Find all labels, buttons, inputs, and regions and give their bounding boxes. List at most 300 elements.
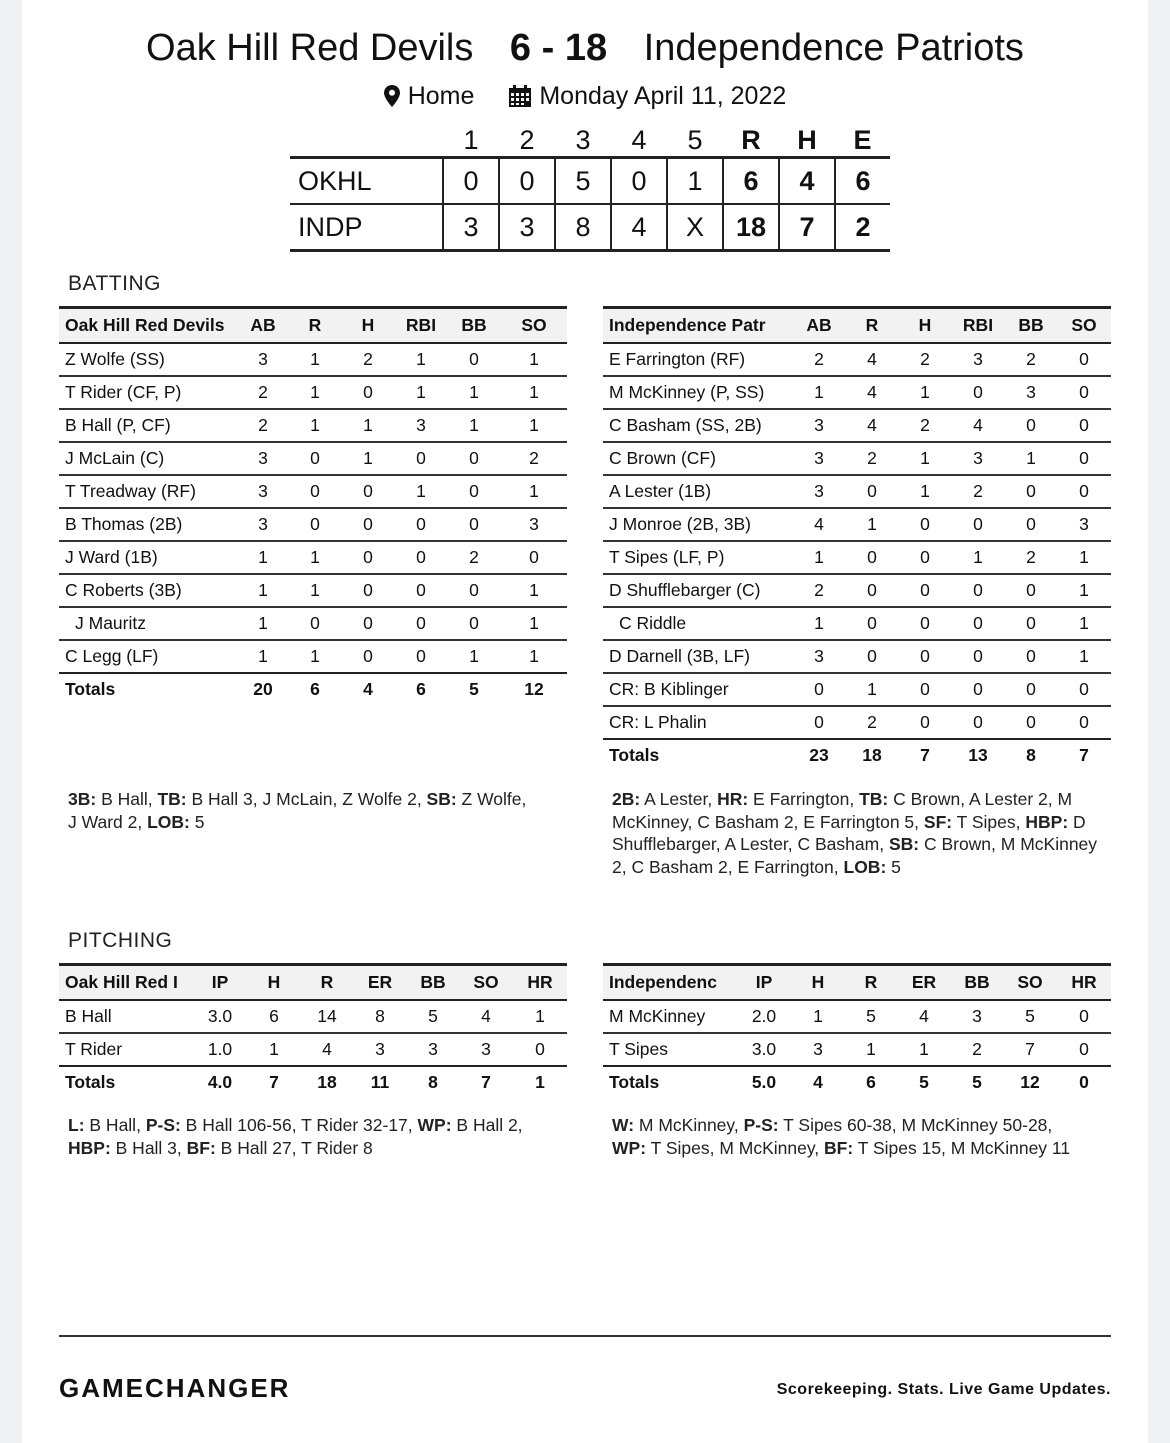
note-stat-key: 2B: <box>612 789 641 809</box>
note-stat-value: C Brown, M McKinney 2, C Basham 2, E Farrington, <box>612 834 1098 877</box>
note-stat-key: BF: <box>824 1137 854 1158</box>
stat-cell: 3 <box>237 508 289 541</box>
totals-cell: 1 <box>513 1066 567 1097</box>
totals-cell: 5 <box>897 1066 951 1097</box>
stat-cell: 1 <box>513 1000 567 1033</box>
stat-cell: 0 <box>951 376 1005 409</box>
player-name: Z Wolfe (SS) <box>59 343 237 376</box>
stat-cell: 3 <box>951 343 1005 376</box>
stat-column-header: H <box>247 965 301 1001</box>
inning-score: X <box>667 204 723 251</box>
final-score: 6 - 18 <box>509 27 608 69</box>
stat-cell: 2 <box>447 541 501 574</box>
stat-cell: 0 <box>535 1039 545 1059</box>
errors-total: 6 <box>835 158 890 205</box>
stat-cell: 1 <box>310 646 320 666</box>
note-stat-value: E Farrington, <box>748 789 860 809</box>
player-name: C Brown (CF) <box>603 442 793 475</box>
stat-cell: 4 <box>793 508 845 541</box>
stat-cell: 1 <box>289 376 341 409</box>
stat-cell: 1 <box>501 574 567 607</box>
stat-cell: 0 <box>447 607 501 640</box>
note-stat-value: B Hall 106-56, T Rider 32-17, <box>180 1115 418 1135</box>
team-column-header: Independenc <box>603 965 737 1001</box>
stat-cell: 0 <box>395 442 447 475</box>
footer-divider <box>59 1335 1111 1337</box>
stat-column-header: SO <box>1057 308 1111 344</box>
stat-column-header: R <box>289 308 341 344</box>
footer-tagline: Scorekeeping. Stats. Live Game Updates. <box>776 1381 1111 1398</box>
player-row <box>603 343 1111 376</box>
stat-cell: 0 <box>363 646 373 666</box>
stat-cell: 5 <box>1003 1000 1057 1033</box>
stat-column-header: SO <box>501 308 567 344</box>
stat-column-header: BB <box>1005 308 1057 344</box>
stat-cell: 0 <box>395 574 447 607</box>
stat-column-header: ER <box>353 965 407 1001</box>
linescore-row <box>290 204 890 251</box>
note-stat-key: SB: <box>426 789 457 809</box>
stat-cell: 3 <box>793 442 845 475</box>
stat-cell: 0 <box>899 574 951 607</box>
runs-total: 18 <box>723 204 779 251</box>
stat-cell: 1 <box>899 376 951 409</box>
stat-cell: 1 <box>447 409 501 442</box>
totals-cell: 23 <box>793 739 845 770</box>
stat-cell: 0 <box>1057 409 1111 442</box>
totals-cell: 0 <box>1057 1066 1111 1097</box>
stat-cell: 0 <box>899 640 951 673</box>
stat-cell: 0 <box>289 475 341 508</box>
totals-cell: 18 <box>301 1066 353 1097</box>
totals-cell: 4 <box>791 1066 845 1097</box>
away-batting-notes <box>612 788 1112 878</box>
stat-cell: 0 <box>973 712 983 732</box>
runs-total: 6 <box>723 158 779 205</box>
stat-column-header: R <box>845 308 899 344</box>
note-stat-value: B Hall, <box>96 789 158 809</box>
player-row <box>603 607 1111 640</box>
stat-cell: 3 <box>951 1000 1003 1033</box>
inning-score: 1 <box>667 158 723 205</box>
map-pin-icon <box>384 85 400 107</box>
totals-cell: 5.0 <box>737 1066 791 1097</box>
stat-cell: 8 <box>353 1000 407 1033</box>
player-name: C Roberts (3B) <box>59 574 237 607</box>
stat-cell: 1 <box>469 646 479 666</box>
stat-cell: 0 <box>289 607 341 640</box>
inning-header: 4 <box>631 124 647 155</box>
stat-cell: 4 <box>951 409 1005 442</box>
totals-cell: 6 <box>845 1066 897 1097</box>
inning-score: 0 <box>499 158 555 205</box>
stat-cell: 1 <box>289 343 341 376</box>
stat-cell: 0 <box>899 541 951 574</box>
totals-cell: 12 <box>501 673 567 704</box>
note-stat-value: T Sipes 60-38, M McKinney 50-28, <box>778 1115 1053 1135</box>
totals-row <box>603 1066 1111 1097</box>
player-name: T Treadway (RF) <box>59 475 237 508</box>
note-stat-value: T Sipes, <box>952 811 1026 832</box>
totals-cell: 20 <box>237 673 289 704</box>
pitching-section-label: PITCHING <box>68 929 173 952</box>
stat-cell: 0 <box>899 607 951 640</box>
stat-cell: 0 <box>1057 442 1111 475</box>
home-pitching-table <box>59 963 567 1097</box>
stat-cell: 1 <box>501 475 567 508</box>
stat-cell: 3 <box>395 409 447 442</box>
stat-cell: 1 <box>501 343 567 376</box>
stat-cell: 1 <box>951 541 1005 574</box>
player-name: CR: L Phalin <box>609 712 707 732</box>
stat-cell: 3 <box>237 475 289 508</box>
note-stat-value: T Sipes, M McKinney, <box>646 1137 825 1158</box>
player-name: T Rider <box>65 1039 123 1059</box>
stat-column-header: R <box>845 965 897 1001</box>
stat-cell: 0 <box>845 607 899 640</box>
stat-cell: 1 <box>791 1000 845 1033</box>
inning-score: 0 <box>611 158 667 205</box>
stat-cell: 0 <box>845 574 899 607</box>
home-batting-notes <box>68 788 538 833</box>
stat-cell: 0 <box>899 673 951 706</box>
note-stat-key: P-S: <box>743 1115 779 1135</box>
stat-cell: 3 <box>1005 376 1057 409</box>
stat-cell: 1 <box>289 541 341 574</box>
note-stat-key: SF: <box>923 811 953 832</box>
stat-cell: 0 <box>395 607 447 640</box>
player-name: B Thomas (2B) <box>59 508 237 541</box>
team-column-header: Oak Hill Red I <box>59 965 193 1001</box>
note-stat-value: B Hall 27, T Rider 8 <box>215 1137 373 1158</box>
stat-column-header: AB <box>793 308 845 344</box>
stat-cell: 5 <box>845 1000 897 1033</box>
stat-column-header: RBI <box>395 308 447 344</box>
stat-cell: 2 <box>899 409 951 442</box>
stat-cell: 0 <box>951 508 1005 541</box>
stat-cell: 0 <box>416 646 426 666</box>
stat-cell: 0 <box>1026 712 1036 732</box>
stat-cell: 3 <box>428 1039 438 1059</box>
stat-cell: 1 <box>866 1039 876 1059</box>
player-row <box>59 343 567 376</box>
stat-cell: 0 <box>341 508 395 541</box>
note-stat-value: 5 <box>189 811 205 832</box>
stat-cell: 2 <box>1005 541 1057 574</box>
hits-header: H <box>797 124 817 155</box>
note-stat-value: B Hall 3, J McLain, Z Wolfe 2, <box>186 789 427 809</box>
stat-cell: 1 <box>793 541 845 574</box>
stat-cell: 0 <box>1057 475 1111 508</box>
totals-cell: 4.0 <box>193 1066 247 1097</box>
player-row <box>603 442 1111 475</box>
inning-score: 3 <box>443 204 499 251</box>
player-name: M McKinney <box>603 1000 737 1033</box>
player-row <box>603 1033 1111 1066</box>
totals-label: Totals <box>603 1066 737 1097</box>
stat-cell: 0 <box>951 673 1005 706</box>
stat-cell: 0 <box>289 508 341 541</box>
stat-cell: 0 <box>395 541 447 574</box>
stat-cell: 1 <box>341 442 395 475</box>
player-row <box>59 541 567 574</box>
stat-column-header: BB <box>407 965 459 1001</box>
stat-cell: 1 <box>793 376 845 409</box>
note-stat-key: WP: <box>612 1137 647 1158</box>
stat-cell: 3.0 <box>193 1000 247 1033</box>
stat-cell: 1.0 <box>207 1039 233 1059</box>
player-row <box>59 376 567 409</box>
player-row <box>59 607 567 640</box>
player-name: M McKinney (P, SS) <box>603 376 793 409</box>
totals-row <box>59 1066 567 1097</box>
note-stat-value: D Shufflebarger, A Lester, C Basham, <box>612 811 1086 854</box>
inning-header: 2 <box>519 124 535 155</box>
stat-cell: 2 <box>501 442 567 475</box>
inning-score: 4 <box>611 204 667 251</box>
home-team-name: Oak Hill Red Devils <box>146 27 474 69</box>
stat-cell: 1 <box>1057 640 1111 673</box>
player-row <box>59 475 567 508</box>
note-stat-key: HBP: <box>1025 811 1069 832</box>
stat-cell: 2 <box>899 343 951 376</box>
player-row <box>603 706 1111 739</box>
note-stat-key: HR: <box>717 789 749 809</box>
totals-cell: 7 <box>899 739 951 770</box>
note-stat-value: Z Wolfe, J Ward 2, <box>68 789 527 832</box>
stat-cell: 2 <box>845 442 899 475</box>
note-stat-value: B Hall, <box>84 1115 146 1135</box>
player-row <box>603 409 1111 442</box>
stat-cell: 1 <box>501 409 567 442</box>
stat-cell: 0 <box>341 475 395 508</box>
stat-cell: 3 <box>237 343 289 376</box>
player-row <box>603 640 1111 673</box>
stat-cell: 0 <box>845 475 899 508</box>
stat-cell: 1 <box>258 646 268 666</box>
note-stat-value: C Brown, A Lester 2, M McKinney, C Basham 2, E Farrington 5, <box>612 789 1073 832</box>
stat-cell: 0 <box>845 640 899 673</box>
stat-column-header: HR <box>1057 965 1111 1001</box>
player-name: A Lester (1B) <box>603 475 793 508</box>
note-stat-key: P-S: <box>145 1115 181 1135</box>
away-pitching-table <box>603 963 1111 1097</box>
player-name: J Ward (1B) <box>59 541 237 574</box>
player-row <box>603 673 1111 706</box>
stat-cell: 0 <box>289 442 341 475</box>
inning-header: 1 <box>463 124 479 155</box>
player-name: C Riddle <box>603 607 793 640</box>
stat-column-header: BB <box>951 965 1003 1001</box>
totals-cell: 6 <box>395 673 447 704</box>
player-name: D Darnell (3B, LF) <box>603 640 793 673</box>
player-name: C Basham (SS, 2B) <box>603 409 793 442</box>
player-row <box>59 442 567 475</box>
stat-cell: 1 <box>1057 574 1111 607</box>
stat-cell: 3 <box>951 442 1005 475</box>
stat-cell: 2 <box>341 343 395 376</box>
away-team-name: Independence Patriots <box>643 27 1024 69</box>
stat-cell: 3 <box>793 475 845 508</box>
stat-cell: 3 <box>793 640 845 673</box>
stat-cell: 0 <box>951 607 1005 640</box>
stat-cell: 4 <box>459 1000 513 1033</box>
stat-cell: 1 <box>395 376 447 409</box>
totals-cell: 4 <box>341 673 395 704</box>
totals-cell: 11 <box>353 1066 407 1097</box>
player-row <box>603 376 1111 409</box>
stat-cell: 0 <box>899 508 951 541</box>
totals-cell: 13 <box>951 739 1005 770</box>
totals-cell: 7 <box>459 1066 513 1097</box>
stat-cell: 1 <box>237 541 289 574</box>
player-row <box>603 1000 1111 1033</box>
stat-cell: 1 <box>395 475 447 508</box>
stat-cell: 0 <box>501 541 567 574</box>
note-stat-key: TB: <box>859 789 889 809</box>
player-name: B Hall (P, CF) <box>59 409 237 442</box>
stat-cell: 0 <box>920 712 930 732</box>
player-row <box>603 541 1111 574</box>
stat-cell: 2 <box>1005 343 1057 376</box>
stat-cell: 3 <box>793 409 845 442</box>
player-row <box>59 409 567 442</box>
stat-cell: 3 <box>481 1039 491 1059</box>
note-stat-value: 5 <box>886 856 901 877</box>
note-stat-key: LOB: <box>843 856 887 877</box>
player-name: J McLain (C) <box>59 442 237 475</box>
note-stat-key: LOB: <box>147 811 190 832</box>
stat-cell: 1 <box>845 673 899 706</box>
totals-cell: 5 <box>951 1066 1003 1097</box>
stat-cell: 1 <box>1057 607 1111 640</box>
stat-column-header: HR <box>513 965 567 1001</box>
game-date: Monday April 11, 2022 <box>539 82 787 110</box>
stat-column-header: ER <box>897 965 951 1001</box>
player-row <box>59 640 567 673</box>
stat-cell: 0 <box>1005 640 1057 673</box>
stat-cell: 0 <box>1005 673 1057 706</box>
stat-column-header: H <box>791 965 845 1001</box>
totals-label: Totals <box>59 1066 193 1097</box>
stat-cell: 1 <box>341 409 395 442</box>
team-abbrev: INDP <box>290 204 443 251</box>
totals-cell: 7 <box>1057 739 1111 770</box>
batting-section-label: BATTING <box>68 272 161 295</box>
inning-header: 3 <box>575 124 591 155</box>
totals-cell: 6 <box>289 673 341 704</box>
stat-cell: 0 <box>341 607 395 640</box>
player-name: T Sipes <box>609 1039 669 1059</box>
location-label: Home <box>407 82 475 110</box>
game-meta <box>22 80 1148 115</box>
stat-cell: 1 <box>237 607 289 640</box>
note-stat-value: M McKinney, <box>634 1115 744 1135</box>
stat-cell: 4 <box>845 409 899 442</box>
stat-cell: 1 <box>529 646 539 666</box>
totals-row <box>59 673 567 704</box>
totals-cell: 8 <box>407 1066 459 1097</box>
stat-cell: 0 <box>951 640 1005 673</box>
player-row <box>603 475 1111 508</box>
stat-cell: 2 <box>237 409 289 442</box>
note-stat-key: 3B: <box>68 789 97 809</box>
stat-cell: 4 <box>845 376 899 409</box>
stat-cell: 1 <box>899 475 951 508</box>
player-name: J Mauritz <box>59 607 237 640</box>
stat-cell: 3 <box>813 1039 823 1059</box>
player-name: T Rider (CF, P) <box>59 376 237 409</box>
player-name: T Sipes (LF, P) <box>603 541 793 574</box>
runs-header: R <box>741 124 761 155</box>
player-name: C Legg (LF) <box>65 646 159 666</box>
stat-cell: 1 <box>1057 541 1111 574</box>
stat-cell: 1 <box>289 574 341 607</box>
stat-cell: 1 <box>289 409 341 442</box>
stat-cell: 0 <box>793 673 845 706</box>
totals-row <box>603 739 1111 770</box>
stat-cell: 3 <box>237 442 289 475</box>
stat-cell: 2 <box>972 1039 982 1059</box>
errors-header: E <box>853 124 872 155</box>
player-name: CR: B Kiblinger <box>603 673 793 706</box>
stat-cell: 3 <box>1057 508 1111 541</box>
stat-cell: 1 <box>919 1039 929 1059</box>
errors-total: 2 <box>835 204 890 251</box>
inning-score: 0 <box>443 158 499 205</box>
stat-cell: 0 <box>447 508 501 541</box>
stat-cell: 1 <box>845 508 899 541</box>
stat-cell: 3 <box>375 1039 385 1059</box>
stat-cell: 1 <box>899 442 951 475</box>
stat-cell: 0 <box>1057 673 1111 706</box>
stat-cell: 0 <box>341 574 395 607</box>
note-stat-value: B Hall 2, <box>451 1115 523 1135</box>
stat-cell: 0 <box>447 475 501 508</box>
stat-cell: 5 <box>407 1000 459 1033</box>
stat-cell: 0 <box>1057 343 1111 376</box>
stat-cell: 0 <box>1005 574 1057 607</box>
inning-score: 3 <box>499 204 555 251</box>
note-stat-key: TB: <box>157 789 187 809</box>
stat-column-header: AB <box>237 308 289 344</box>
player-row <box>603 508 1111 541</box>
stat-cell: 3 <box>501 508 567 541</box>
linescore-table <box>290 124 890 252</box>
inning-header: 5 <box>687 124 703 155</box>
totals-cell: 18 <box>845 739 899 770</box>
stat-cell: 6 <box>247 1000 301 1033</box>
stat-cell: 1 <box>447 376 501 409</box>
team-abbrev: OKHL <box>290 158 443 205</box>
stat-cell: 1 <box>793 607 845 640</box>
stat-cell: 4 <box>845 343 899 376</box>
stat-column-header: IP <box>193 965 247 1001</box>
stat-cell: 0 <box>1005 475 1057 508</box>
stat-cell: 1 <box>1005 442 1057 475</box>
player-row <box>59 1000 567 1033</box>
stat-column-header: SO <box>459 965 513 1001</box>
team-column-header: Oak Hill Red Devils <box>59 308 237 344</box>
player-name: D Shufflebarger (C) <box>603 574 793 607</box>
note-stat-key: W: <box>612 1115 635 1135</box>
note-stat-key: BF: <box>186 1137 216 1158</box>
stat-column-header: RBI <box>951 308 1005 344</box>
player-name: J Monroe (2B, 3B) <box>603 508 793 541</box>
stat-cell: 3.0 <box>751 1039 777 1059</box>
home-batting-table <box>59 306 567 704</box>
stat-column-header: IP <box>737 965 791 1001</box>
